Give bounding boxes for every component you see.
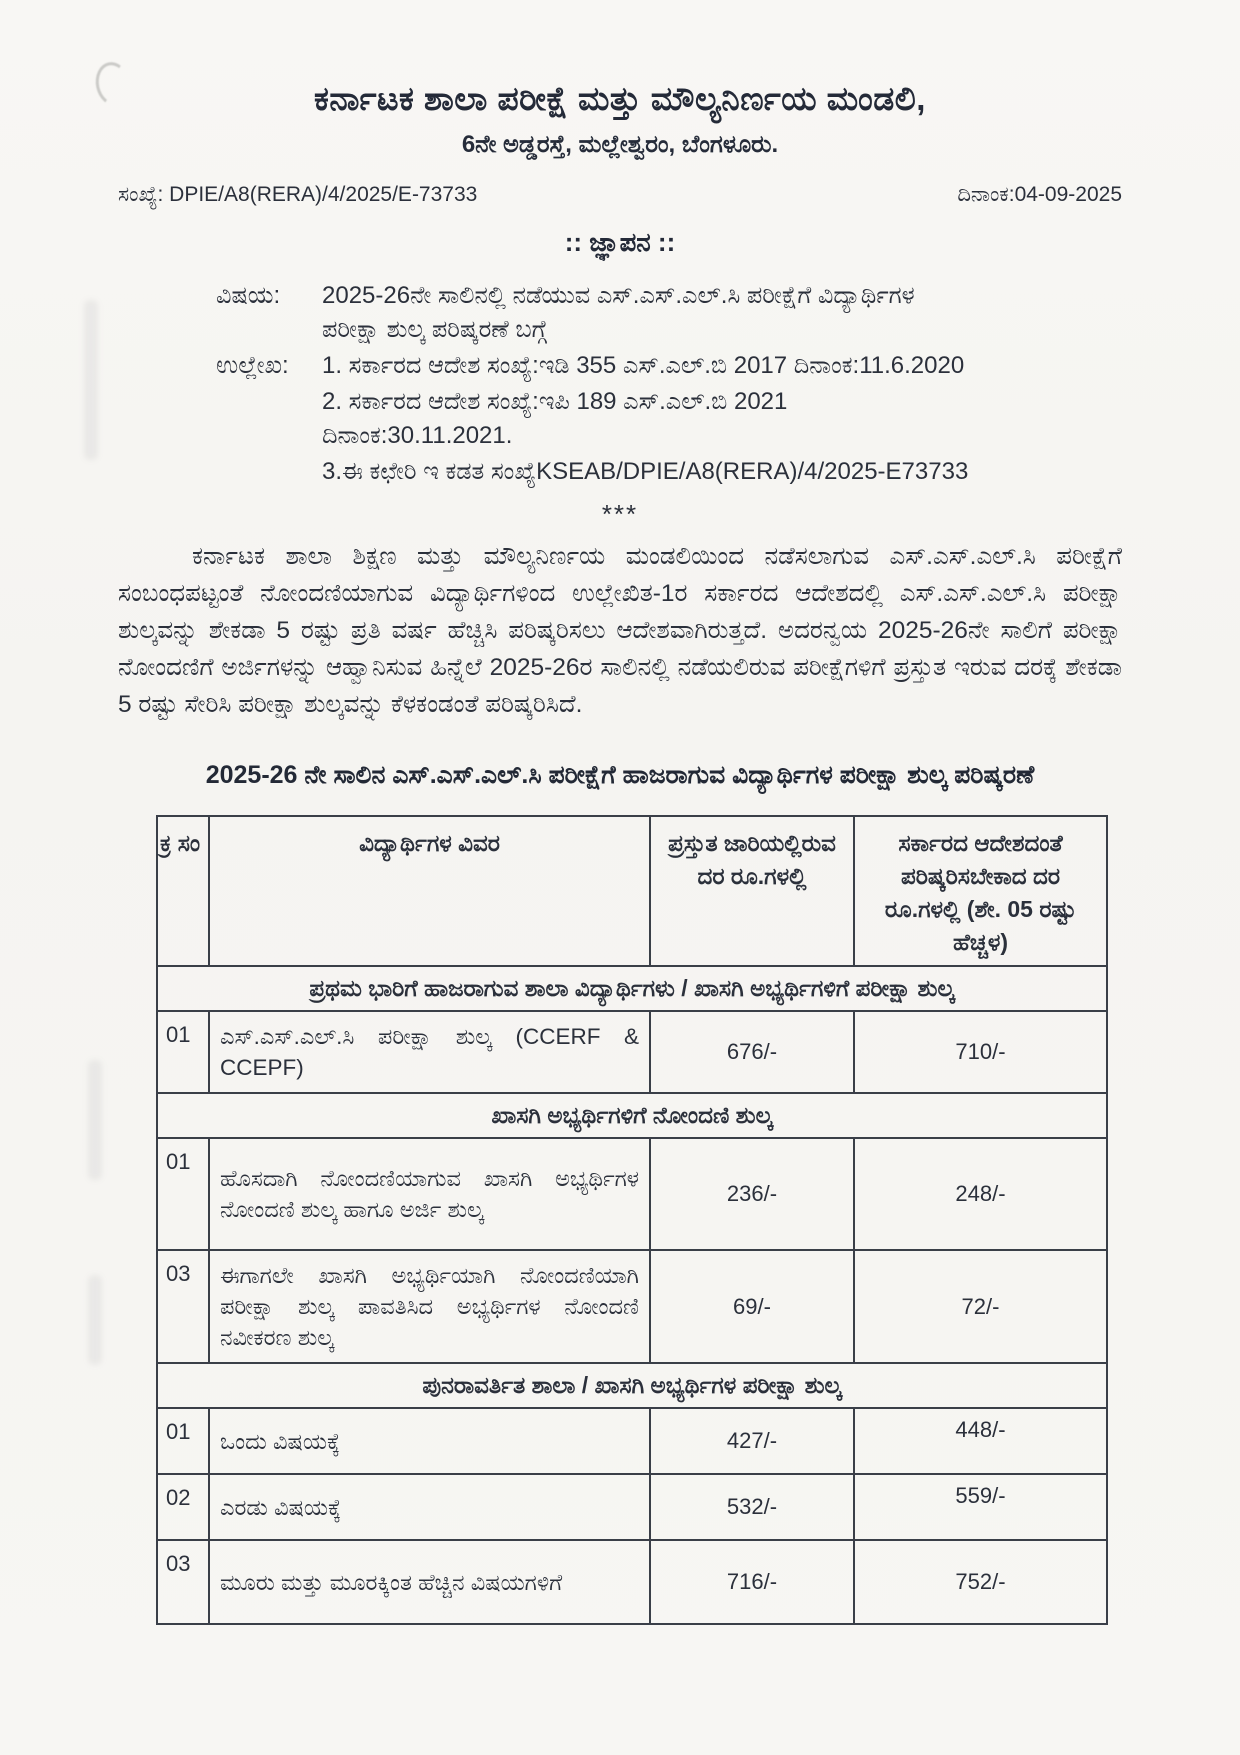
scan-artifact-smudge [88, 1275, 102, 1365]
column-header-revised-rate: ಸರ್ಕಾರದ ಆದೇಶದಂತೆ ಪರಿಷ್ಕರಿಸಬೇಕಾದ ದರ ರೂ.ಗಳಲ್ಲಿ (ಶೇ. 05 ರಷ್ಟು ಹೆಚ್ಚಳ) [854, 816, 1107, 966]
scan-artifact-smudge [88, 1060, 102, 1180]
reference-block [118, 349, 1122, 491]
document-date-value: 04-09-2025 [1014, 183, 1122, 206]
description-cell: ಈಗಾಗಲೇ ಖಾಸಗಿ ಅಭ್ಯರ್ಥಿಯಾಗಿ ನೋಂದಣಿಯಾಗಿ ಪರೀಕ್ಷಾ ಶುಲ್ಕ ಪಾವತಿಸಿದ ಅಭ್ಯರ್ಥಿಗಳ ನೋಂದಣಿ ನವೀಕರಣ ಶುಲ್ಕ [209, 1250, 650, 1363]
row-number-cell: 01 [157, 1011, 209, 1093]
reference-number-row [118, 183, 1122, 207]
description-cell: ಹೊಸದಾಗಿ ನೋಂದಣಿಯಾಗುವ ಖಾಸಗಿ ಅಭ್ಯರ್ಥಿಗಳ ನೋಂದಣಿ ಶುಲ್ಕ ಹಾಗೂ ಅರ್ಜಿ ಶುಲ್ಕ [209, 1138, 650, 1250]
fee-row [157, 1540, 1107, 1624]
section-header-first-time [157, 966, 1107, 1011]
description-cell: ಎರಡು ವಿಷಯಕ್ಕೆ [209, 1474, 650, 1540]
column-header-current-rate: ಪ್ರಸ್ತುತ ಜಾರಿಯಲ್ಲಿರುವ ದರ ರೂ.ಗಳಲ್ಲಿ [650, 816, 854, 966]
revised-fee-cell: 559/- [854, 1474, 1107, 1540]
revised-fee-cell: 710/- [854, 1011, 1107, 1093]
current-fee-cell: 236/- [650, 1138, 854, 1250]
description-cell: ಒಂದು ವಿಷಯಕ್ಕೆ [209, 1408, 650, 1474]
section-title: ಪ್ರಥಮ ಭಾರಿಗೆ ಹಾಜರಾಗುವ ಶಾಲಾ ವಿದ್ಯಾರ್ಥಿಗಳು / ಖಾಸಗಿ ಅಭ್ಯರ್ಥಿಗಳಿಗೆ ಪರೀಕ್ಷಾ ಶುಲ್ಕ [157, 966, 1107, 1011]
current-fee-cell: 427/- [650, 1408, 854, 1474]
description-cell: ಮೂರು ಮತ್ತು ಮೂರಕ್ಕಿಂತ ಹೆಚ್ಚಿನ ವಿಷಯಗಳಿಗೆ [209, 1540, 650, 1624]
subject-label: ವಿಷಯ: [216, 282, 281, 309]
document-number-label: ಸಂಖ್ಯೆ: [118, 183, 164, 206]
subject-block [118, 279, 1122, 347]
reference-item: 2. ಸರ್ಕಾರದ ಆದೇಶ ಸಂಖ್ಯೆ:ಇಪಿ 189 ಎಸ್.ಎಲ್.ಬಿ 2021 ದಿನಾಂಕ:30.11.2021. [322, 388, 788, 449]
row-number-cell: 03 [157, 1540, 209, 1624]
fee-row [157, 1250, 1107, 1363]
description-cell: ಎಸ್.ಎಸ್.ಎಲ್.ಸಿ ಪರೀಕ್ಷಾ ಶುಲ್ಕ (CCERF & CCEPF) [209, 1011, 650, 1093]
revised-fee-cell: 72/- [854, 1250, 1107, 1363]
current-fee-cell: 532/- [650, 1474, 854, 1540]
memo-heading: :: ಜ್ಞಾಪನ :: [564, 227, 676, 257]
section-header-private-registration [157, 1093, 1107, 1138]
fee-table [156, 815, 1108, 1625]
reference-label: ಉಲ್ಲೇಖ: [216, 352, 289, 379]
fee-row [157, 1474, 1107, 1540]
section-header-repeaters [157, 1363, 1107, 1408]
current-fee-cell: 676/- [650, 1011, 854, 1093]
document-number-value: DPIE/A8(RERA)/4/2025/E-73733 [169, 183, 478, 206]
document-number [118, 183, 477, 207]
document-date [957, 183, 1122, 207]
fee-row [157, 1408, 1107, 1474]
reference-items [318, 349, 978, 491]
row-number-cell: 01 [157, 1408, 209, 1474]
subject-text: 2025-26ನೇ ಸಾಲಿನಲ್ಲಿ ನಡೆಯುವ ಎಸ್.ಎಸ್.ಎಲ್.ಸಿ ಪರೀಕ್ಷೆಗೆ ವಿದ್ಯಾರ್ಥಿಗಳ ಪರೀಕ್ಷಾ ಶುಲ್ಕ ಪರಿಷ್ಕರಣೆ ಬಗ್ಗೆ [322, 282, 915, 343]
fee-row [157, 1011, 1107, 1093]
org-title: ಕರ್ನಾಟಕ ಶಾಲಾ ಪರೀಕ್ಷೆ ಮತ್ತು ಮೌಲ್ಯನಿರ್ಣಯ ಮಂಡಲಿ, [314, 80, 926, 117]
column-header-student-details: ವಿದ್ಯಾರ್ಥಿಗಳ ವಿವರ [209, 816, 650, 966]
row-number-cell: 03 [157, 1250, 209, 1363]
scan-artifact-smudge [84, 300, 98, 460]
row-number-cell: 02 [157, 1474, 209, 1540]
current-fee-cell: 716/- [650, 1540, 854, 1624]
reference-item: 3.ಈ ಕಛೇರಿ ಇ ಕಡತ ಸಂಖ್ಯೆKSEAB/DPIE/A8(RERA)/4/2025-E73733 [322, 458, 969, 485]
body-paragraph: ಕರ್ನಾಟಕ ಶಾಲಾ ಶಿಕ್ಷಣ ಮತ್ತು ಮೌಲ್ಯನಿರ್ಣಯ ಮಂಡಲಿಯಿಂದ ನಡೆಸಲಾಗುವ ಎಸ್.ಎಸ್.ಎಲ್.ಸಿ ಪರೀಕ್ಷೆಗೆ ಸಂಬಂಧಪಟ್ಟಂತೆ ನೋಂದಣಿಯಾಗುವ ವಿದ್ಯಾರ್ಥಿಗಳಿಂದ ಉಲ್ಲೇಖಿತ-1ರ ಸರ್ಕಾರದ ಆದೇಶದಲ್ಲಿ ಎಸ್.ಎಸ್.ಎಲ್.ಸಿ ಪರೀಕ್ಷಾ ಶುಲ್ಕವನ್ನು ಶೇಕಡಾ 5 ರಷ್ಟು ಪ್ರತಿ ವರ್ಷ ಹೆಚ್ಚಿಸಿ ಪರಿಷ್ಕರಿಸಲು ಆದೇಶವಾಗಿರುತ್ತದೆ. ಅದರನ್ವಯ 2025-26ನೇ ಸಾಲಿಗೆ ಪರೀಕ್ಷಾ ನೋಂದಣಿಗೆ ಅರ್ಜಿಗಳನ್ನು ಆಹ್ವಾನಿಸುವ ಹಿನ್ನೆಲೆ 2025-26ರ ಸಾಲಿನಲ್ಲಿ ನಡೆಯಲಿರುವ ಪರೀಕ್ಷೆಗಳಿಗೆ ಪ್ರಸ್ತುತ ಇರುವ ದರಕ್ಕೆ ಶೇಕಡಾ 5 ರಷ್ಟು ಸೇರಿಸಿ ಪರೀಕ್ಷಾ ಶುಲ್ಕವನ್ನು ಕೆಳಕಂಡಂತೆ ಪರಿಷ್ಕರಿಸಿದೆ. [118, 543, 1122, 718]
revised-fee-cell: 248/- [854, 1138, 1107, 1250]
revised-fee-cell: 752/- [854, 1540, 1107, 1624]
fee-row [157, 1138, 1107, 1250]
fee-table-header-row [157, 816, 1107, 966]
separator-stars: *** [601, 499, 639, 529]
row-number-cell: 01 [157, 1138, 209, 1250]
reference-item: 1. ಸರ್ಕಾರದ ಆದೇಶ ಸಂಖ್ಯೆ:ಇಡಿ 355 ಎಸ್.ಎಲ್.ಬಿ 2017 ದಿನಾಂಕ:11.6.2020 [322, 352, 965, 379]
column-header-serial: ಕ್ರ ಸಂ [157, 816, 209, 966]
fee-table-title: 2025-26 ನೇ ಸಾಲಿನ ಎಸ್.ಎಸ್.ಎಲ್.ಸಿ ಪರೀಕ್ಷೆಗೆ ಹಾಜರಾಗುವ ವಿದ್ಯಾರ್ಥಿಗಳ ಪರೀಕ್ಷಾ ಶುಲ್ಕ ಪರಿಷ್ಕರಣೆ [205, 761, 1035, 789]
revised-fee-cell: 448/- [854, 1408, 1107, 1474]
current-fee-cell: 69/- [650, 1250, 854, 1363]
section-title: ಪುನರಾವರ್ತಿತ ಶಾಲಾ / ಖಾಸಗಿ ಅಭ್ಯರ್ಥಿಗಳ ಪರೀಕ್ಷಾ ಶುಲ್ಕ [157, 1363, 1107, 1408]
document-date-label: ದಿನಾಂಕ: [957, 183, 1015, 206]
org-address: 6ನೇ ಅಡ್ಡರಸ್ತೆ, ಮಲ್ಲೇಶ್ವರಂ, ಬೆಂಗಳೂರು. [461, 131, 779, 158]
section-title: ಖಾಸಗಿ ಅಭ್ಯರ್ಥಿಗಳಿಗೆ ನೋಂದಣಿ ಶುಲ್ಕ [157, 1093, 1107, 1138]
